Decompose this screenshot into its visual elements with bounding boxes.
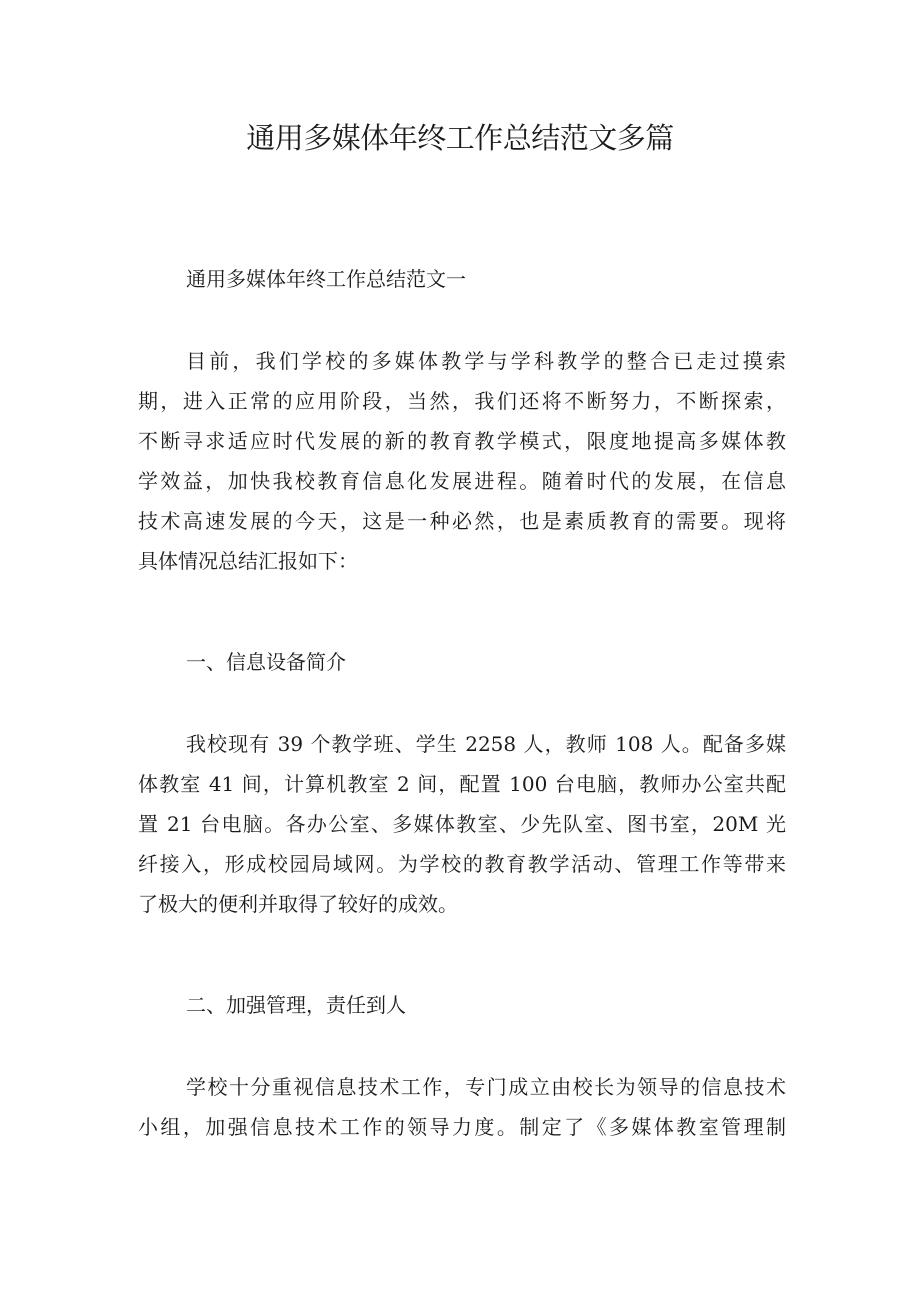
paragraph-intro: [138, 341, 786, 581]
paragraph-line: 体教室 41 间，计算机教室 2 间，配置 100 台电脑，教师办公室共配: [138, 772, 786, 796]
paragraph-line: 期，进入正常的应用阶段，当然，我们还将不断努力，不断探索，: [138, 389, 786, 413]
paragraph-line: 纤接入，形成校园局域网。为学校的教育教学活动、管理工作等带来: [138, 852, 786, 876]
section-heading-management: 二、加强管理，责任到人: [186, 993, 406, 1017]
paragraph-line: 学效益，加快我校教育信息化发展进程。随着时代的发展，在信息: [138, 469, 786, 493]
paragraph-line: 小组，加强信息技术工作的领导力度。制定了《多媒体教室管理制: [138, 1115, 786, 1139]
paragraph-line: 技术高速发展的今天，这是一种必然，也是素质教育的需要。现将: [138, 509, 786, 533]
paragraph-line: 具体情况总结汇报如下：: [138, 549, 358, 573]
paragraph-line: 置 21 台电脑。各办公室、多媒体教室、少先队室、图书室，20M 光: [138, 812, 786, 836]
section-subtitle: 通用多媒体年终工作总结范文一: [186, 267, 466, 291]
paragraph-line: 目前，我们学校的多媒体教学与学科教学的整合已走过摸索: [186, 349, 786, 373]
paragraph-line: 学校十分重视信息技术工作，专门成立由校长为领导的信息技术: [186, 1075, 786, 1099]
section-heading-equipment: 一、信息设备简介: [186, 650, 346, 674]
paragraph-line: 不断寻求适应时代发展的新的教育教学模式，限度地提高多媒体教: [138, 429, 786, 453]
paragraph-equipment: [138, 724, 786, 924]
paragraph-management: [138, 1067, 786, 1147]
paragraph-line: 我校现有 39 个教学班、学生 2258 人，教师 108 人。配备多媒: [186, 732, 786, 756]
document-title: 通用多媒体年终工作总结范文多篇: [246, 121, 674, 155]
paragraph-line: 了极大的便利并取得了较好的成效。: [138, 892, 458, 916]
